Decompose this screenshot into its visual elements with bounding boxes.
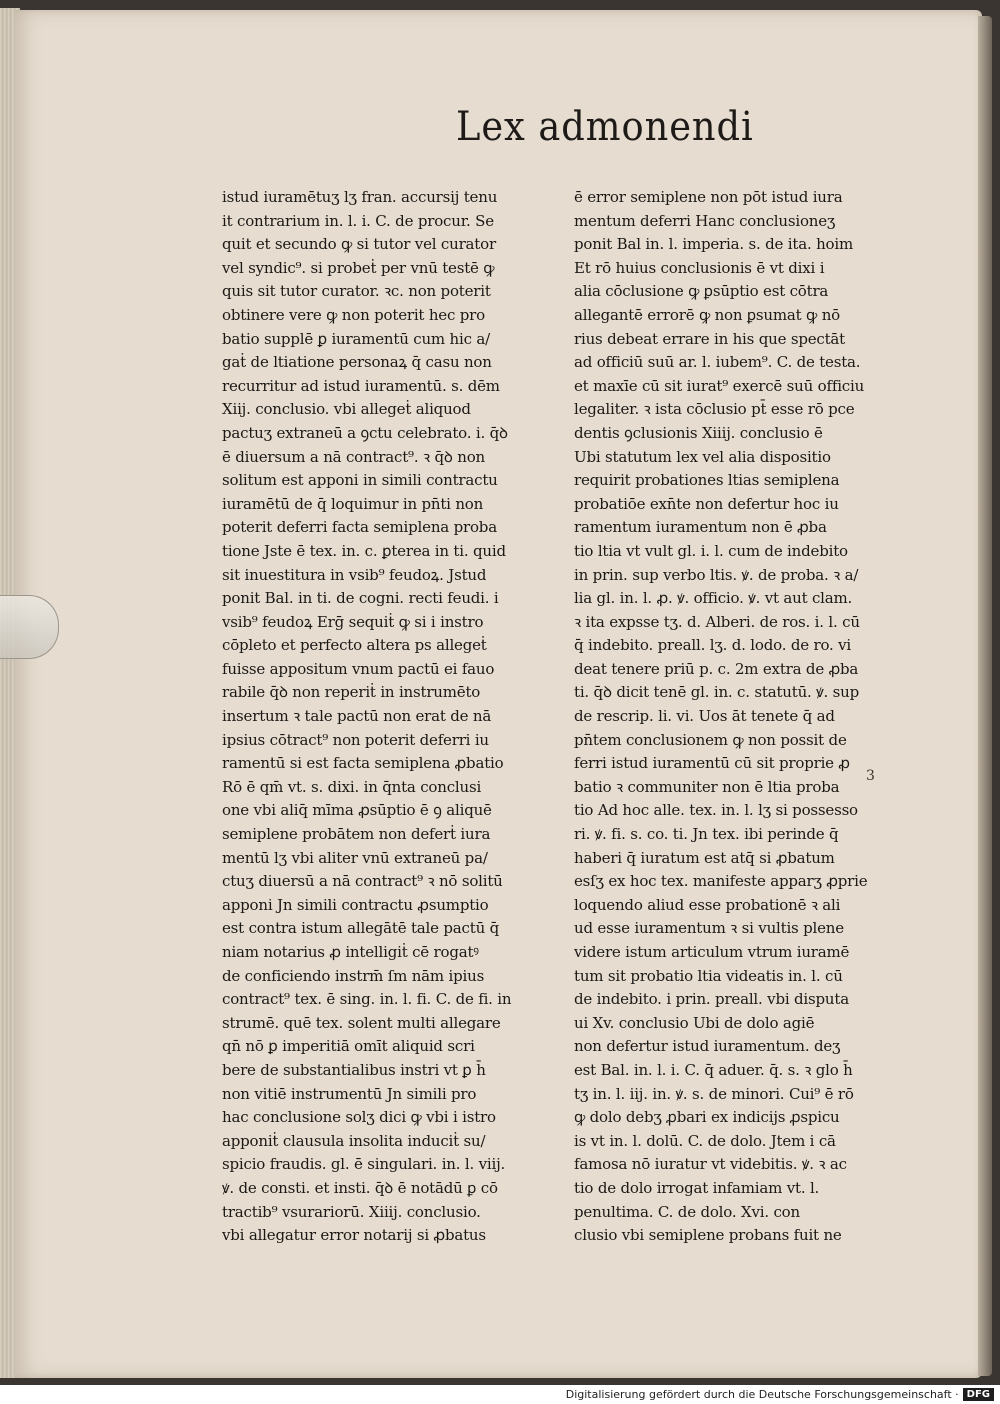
margin-annotation: 3 <box>866 768 875 784</box>
text-line: non defertur istud iuramentum. deʒ <box>574 1037 841 1056</box>
book-page <box>14 10 982 1378</box>
text-line: videre istum articulum vtrum iuramē <box>574 943 850 961</box>
text-line: ui Xv. conclusio Ubi de dolo agiē <box>574 1013 815 1032</box>
left-text-column <box>222 186 520 1248</box>
text-line: clusio vbi semiplene probans fuit ne <box>574 1226 842 1245</box>
text-line: vsib⁹ feudoꝝ Erḡ sequiṫ ꝙ si i instro <box>222 612 484 631</box>
text-line: ctuʒ diuersū a nā contract⁹ ꝛ nō solitū <box>222 872 503 891</box>
text-line: de indebito. i prin. preall. vbi disputa <box>574 990 849 1009</box>
text-line: qn̄ nō ꝑ imperitiā omīt aliquid scri <box>222 1037 475 1056</box>
text-line: apponi Jn simili contractu ꝓsumptio <box>222 895 489 914</box>
text-line: tio ltia vt vult gl. i. l. cum de indebito <box>574 541 848 560</box>
text-line: requirit probationes ltias semiplena <box>574 471 840 490</box>
text-line: gaṫ de ltiatione personaꝝ q̄ casu non <box>222 353 492 372</box>
text-line: quis sit tutor curator. ꝛc. non poterit <box>222 282 491 301</box>
text-line: de rescrip. li. vi. Uos āt tenete q̄ ad <box>574 707 835 726</box>
text-line: deat tenere priū p. c. 2m extra de ꝓba <box>574 659 859 678</box>
text-line: ponit Bal. in ti. de cogni. recti feudi. i <box>222 589 499 608</box>
text-line: tio de dolo irrogat infamiam vt. l. <box>574 1178 820 1197</box>
text-line: strumē. quē tex. solent multi allegare <box>222 1013 501 1032</box>
text-line: solitum est apponi in simili contractu <box>222 471 498 490</box>
text-line: one vbi aliq̄ mīma ꝓsūptio ē ꝯ aliquē <box>222 801 492 820</box>
text-line: bere de substantialibus instri vt ꝑ h̄ <box>222 1060 486 1079</box>
text-line: quit et secundo ꝙ si tutor vel curator <box>222 235 496 254</box>
right-text-column <box>574 186 876 1248</box>
text-line: ē error semiplene non pōt istud iura <box>574 188 843 206</box>
text-line: dentis ꝯclusionis Xiiij. conclusio ē <box>574 423 823 442</box>
text-line: rabile q̄ꝺ non reperiṫ in instrumēto <box>222 683 481 702</box>
text-line: rius debeat errare in his que spectāt <box>574 329 846 348</box>
text-line: haberi q̄ iuratum est atq̄ si ꝓbatum <box>574 848 835 867</box>
text-line: semiplene probātem non deferṫ iura <box>222 825 491 844</box>
text-line: batio supplē ꝑ iuramentū cum hic a/ <box>222 329 490 348</box>
text-line: sit inuestitura in vsib⁹ feudoꝝ. Jstud <box>222 565 487 584</box>
text-line: mentū lʒ vbi aliter vnū extraneū pa/ <box>222 848 488 867</box>
text-line: est Bal. in. l. i. C. q̄ aduer. q̄. s. ꝛ glo h̄ <box>574 1060 853 1079</box>
text-line: penultima. C. de dolo. Xvi. con <box>574 1202 800 1221</box>
text-line: alia cōclusione ꝙ ꝑsūptio est cōtra <box>574 282 829 301</box>
text-line: tum sit probatio ltia videatis in. l. cū <box>574 966 843 985</box>
text-line: iuramētū de q̄ loquimur in pn̄ti non <box>222 494 484 513</box>
text-line: insertum ꝛ tale pactū non erat de nā <box>222 707 492 726</box>
text-line: Rō ē qm̄ vt. s. dixi. in q̄nta conclusi <box>222 777 482 796</box>
text-line: esſʒ ex hoc tex. manifeste apparʒ ꝓprie <box>574 872 868 891</box>
text-line: famosa nō iuratur vt videbitis. ꝟ. ꝛ ac <box>574 1155 847 1174</box>
text-line: hac conclusione solʒ dici ꝙ vbi i istro <box>222 1108 496 1127</box>
text-line: batio ꝛ communiter non ē ltia proba <box>574 777 840 796</box>
text-line: pactuʒ extraneū a ꝯctu celebrato. i. q̄ꝺ <box>222 423 508 442</box>
text-line: pn̄tem conclusionem ꝙ non possit de <box>574 730 847 749</box>
text-line: vel syndic⁹. si probeṫ per vnū testē ꝙ <box>222 258 495 277</box>
running-head: Lex admonendi <box>456 104 754 150</box>
text-line: de conficiendo instrm̄ ſm nām ipius <box>222 966 485 985</box>
footer-bar <box>0 1385 1000 1404</box>
text-line: obtinere vere ꝙ non poterit hec pro <box>222 305 485 324</box>
text-line: ud esse iuramentum ꝛ si vultis plene <box>574 919 844 938</box>
text-line: ramentū si est facta semiplena ꝓbatio <box>222 754 504 773</box>
text-line: tʒ in. l. iij. in. ꝟ. s. de minori. Cui⁹ ē rō <box>574 1084 854 1103</box>
text-line: et maxīe cū sit iurat⁹ exercē suū officiu <box>574 376 865 395</box>
text-line: ponit Bal in. l. imperia. s. de ita. hoim <box>574 235 853 254</box>
text-line: tractib⁹ vsurariorū. Xiiij. conclusio. <box>222 1202 481 1221</box>
text-line: fuisse appositum vnum pactū ei fauo <box>222 659 495 678</box>
page-clip <box>0 595 59 659</box>
text-line: loquendo aliud esse probationē ꝛ ali <box>574 895 841 914</box>
text-line: tione Jste ē tex. in. c. ꝑterea in ti. quid <box>222 541 506 560</box>
text-line: spicio fraudis. gl. ē singulari. in. l. viij. <box>222 1155 506 1174</box>
text-line: probatiōe exn̄te non defertur hoc iu <box>574 494 839 513</box>
text-line: Xiij. conclusio. vbi allegeṫ aliquod <box>222 400 471 419</box>
text-line: cōpleto et perfecto altera ps allegeṫ <box>222 636 487 655</box>
text-line: legaliter. ꝛ ista cōclusio pt̄ esse rō pce <box>574 400 855 419</box>
text-line: istud iuramētuʒ lʒ fran. accursij tenu <box>222 188 498 206</box>
text-line: ramentum iuramentum non ē ꝓba <box>574 518 827 537</box>
text-line: ꝙ dolo debʒ ꝓbari ex indicijs ꝓspicu <box>574 1108 840 1127</box>
text-line: niam notarius ꝓ intelligiṫ cē rogatꝰ <box>222 943 479 961</box>
text-line: ri. ꝟ. fi. s. co. ti. Jn tex. ibi perinde q̄ <box>574 825 839 844</box>
text-line: recurritur ad istud iuramentū. s. dēm <box>222 376 500 395</box>
text-line: ē diuersum a nā contract⁹. ꝛ q̄ꝺ non <box>222 447 485 466</box>
text-line: ad officiū suū ar. l. iubem⁹. C. de testa. <box>574 353 861 372</box>
text-line: q̄ indebito. preall. lʒ. d. lodo. de ro. vi <box>574 636 852 655</box>
text-line: contract⁹ tex. ē sing. in. l. fi. C. de fi. in <box>222 990 512 1009</box>
text-line: is vt in. l. dolū. C. de dolo. Jtem i cā <box>574 1131 836 1150</box>
text-line: ferri istud iuramentū cū sit proprie ꝓ <box>574 754 850 773</box>
text-line: it contrarium in. l. i. C. de procur. Se <box>222 211 494 230</box>
text-line: vbi allegatur error notarij si ꝓbatus <box>222 1226 486 1245</box>
text-line: est contra istum allegātē tale pactū q̄ <box>222 919 499 938</box>
text-line: mentum deferri Hanc conclusioneʒ <box>574 211 836 230</box>
text-line: non vitiē instrumentū Jn simili pro <box>222 1084 477 1103</box>
text-line: ti. q̄ꝺ dicit tenē gl. in. c. statutū. ꝟ. sup <box>574 683 860 702</box>
text-line: tio Ad hoc alle. tex. in. l. lʒ si possesso <box>574 801 858 820</box>
text-line: apponiṫ clausula insolita induciṫ su/ <box>222 1131 486 1150</box>
dfg-logo: DFG <box>963 1388 994 1401</box>
text-line: Ubi statutum lex vel alia dispositio <box>574 447 831 466</box>
text-line: in prin. sup verbo ltis. ꝟ. de proba. ꝛ a/ <box>574 565 859 584</box>
text-line: Et rō huius conclusionis ē vt dixi i <box>574 258 825 277</box>
funding-notice: Digitalisierung gefördert durch die Deutsche Forschungsgemeinschaft · <box>565 1388 959 1401</box>
text-line: ꝛ ita expsse tʒ. d. Alberi. de ros. i. l. cū <box>574 612 860 631</box>
text-line: allegantē errorē ꝙ non ꝑsumat ꝙ nō <box>574 305 840 324</box>
text-line: poterit deferri facta semiplena proba <box>222 518 497 537</box>
text-line: ipsius cōtract⁹ non poterit deferri iu <box>222 730 489 749</box>
text-line: lia gl. in. l. ꝓ. ꝟ. officio. ꝟ. vt aut clam. <box>574 589 853 608</box>
text-line: ꝟ. de consti. et insti. q̄ꝺ ē notādū ꝑ cō <box>222 1178 498 1197</box>
